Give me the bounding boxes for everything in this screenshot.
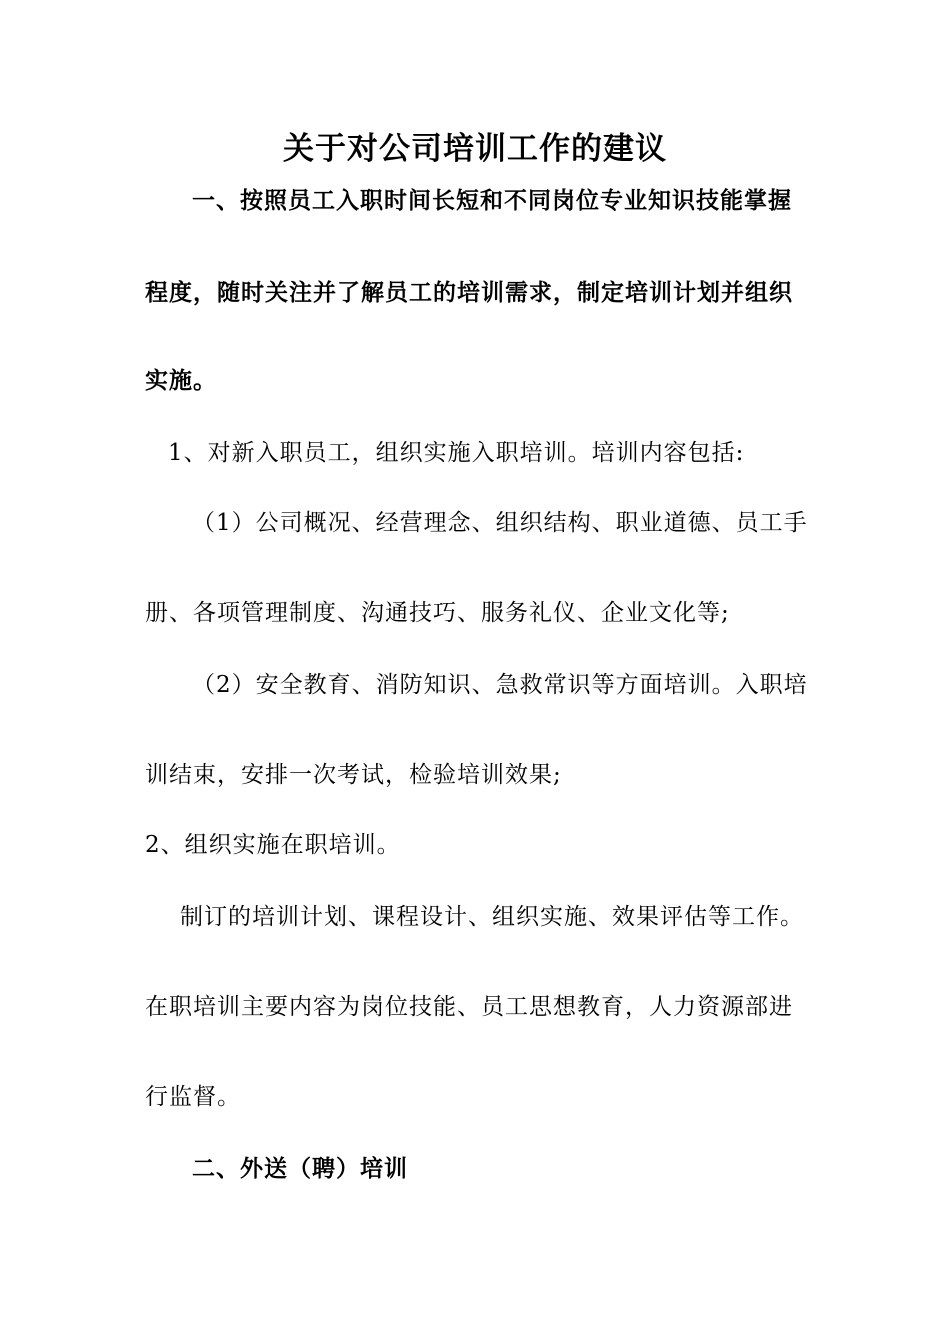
item1-sub1-line1: （1）公司概况、经营理念、组织结构、职业道德、员工手 [192,510,808,536]
item2-para-line1: 制订的培训计划、课程设计、组织实施、效果评估等工作。 [180,904,804,930]
item1-sub2-line2: 训结束，安排一次考试，检验培训效果; [145,762,562,788]
item2-para-line3: 行监督。 [145,1084,241,1110]
section2-heading: 二、外送（聘）培训 [192,1156,408,1182]
section1-line2: 程度，随时关注并了解员工的培训需求，制定培训计划并组织 [145,280,793,306]
item1-sub2-line1: （2）安全教育、消防知识、急救常识等方面培训。入职培 [192,672,808,698]
document-title: 关于对公司培训工作的建议 [283,131,667,167]
item2-para-line2: 在职培训主要内容为岗位技能、员工思想教育，人力资源部进 [145,994,793,1020]
item2-heading: 2、组织实施在职培训。 [145,832,401,858]
item1-sub1-line2: 册、各项管理制度、沟通技巧、服务礼仪、企业文化等; [145,600,730,626]
section1-line3: 实施。 [145,368,217,394]
item1-heading: 1、对新入职员工，组织实施入职培训。培训内容包括: [168,440,745,466]
section1-line1: 一、按照员工入职时间长短和不同岗位专业知识技能掌握 [192,188,792,214]
